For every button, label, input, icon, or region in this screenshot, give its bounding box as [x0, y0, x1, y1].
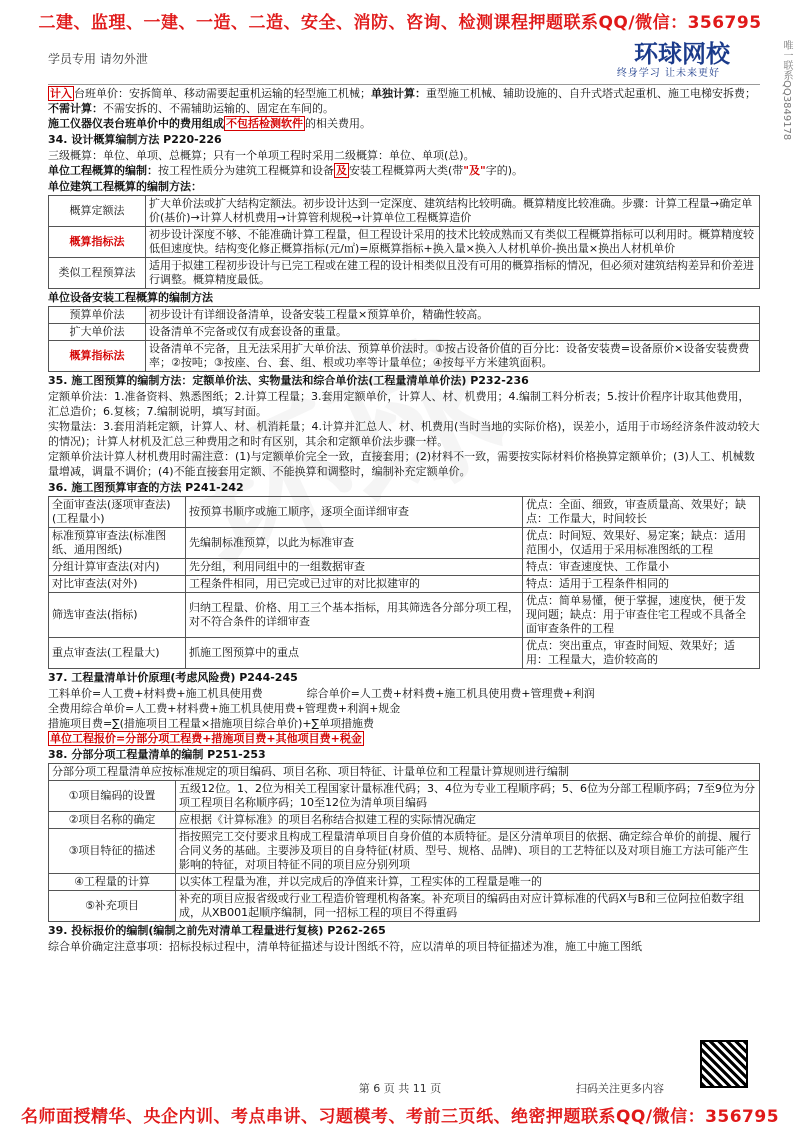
para-three-level: 三级概算：单位、单项、总概算；只有一个单项工程时采用二级概算：单位、单项(总)。: [48, 149, 475, 162]
equip-methods-table: [48, 306, 760, 372]
bottom-banner: 名师面授精华、央企内训、考点串讲、习题模考、考前三页纸、绝密押题联系QQ/微信：356795: [20, 1107, 780, 1127]
header-note: 学员专用 请勿外泄: [48, 52, 148, 66]
table-row: 对比审查法(对外) 工程条件相同，用已完或已过审的对比拟建审的 特点：适用于工程条件相同的: [49, 576, 760, 593]
table-row: 概算指标法 初步设计深度不够、不能准确计算工程量，但工程设计采用的技术比较成熟而又有类似工程概算指标可以利用时。概算精度较低但速度快。结构变化修正概算指标(元/㎡)=原概算指标+换入量×换入人材机单价-换出量×换出人材机单价: [49, 227, 760, 258]
qr-caption: 扫码关注更多内容: [576, 1082, 664, 1095]
hl-no-software: 不包括检测软件: [226, 117, 303, 130]
table-row: 重点审查法(工程量大) 抓施工图预算中的重点 优点：突出重点，审查时间短、效果好；适用：工程量大，造价较高的: [49, 638, 760, 669]
table-row: 扩大单价法 设备清单不完备或仅有成套设备的重量。: [49, 324, 760, 341]
page-header: [48, 40, 760, 85]
hl-included: 计入: [50, 87, 72, 100]
heading-34: 34. 设计概算编制方法 P220-226: [48, 133, 222, 146]
table-row: ②项目名称的确定 应根据《计算标准》的项目名称结合拟建工程的实际情况确定: [49, 812, 760, 829]
para-35-2: 实物量法：3.套用消耗定额，计算人、材、机消耗量；4.计算并汇总人、材、机费用(当时当地的实际价格)，误差小，适用于市场经济条件波动较大的情况)；计算人材机及汇总三种费用之和时有区别，其余和定额单价法步骤一样。: [48, 420, 760, 448]
table-row: 全面审查法(逐项审查法)(工程量小) 按预算书顺序或施工顺序，逐项全面详细审查 优点：全面、细致，审查质量高、效果好；缺点：工作量大，时间较长: [49, 497, 760, 528]
heading-36: 36. 施工图预算审查的方法 P241-242: [48, 481, 244, 494]
brand-logo: 环球网校: [634, 39, 730, 68]
side-contact-stamp: 唯一联系QQ3849178: [781, 40, 792, 141]
heading-build-methods: 单位建筑工程概算的编制方法：: [48, 180, 202, 193]
build-methods-table: [48, 195, 760, 289]
table-row: ③项目特征的描述 指按照完工交付要求且构成工程量清单项目自身价值的本质特征。是区分清单项目的依据、确定综合单价的前提、履行合同义务的基础。主要涉及项目的自身特征(材质、型号、规格、品牌)、项目的工艺特征以及对项目施工方法可能产生影响的特征，对项目特征不同的项目应分别列项: [49, 829, 760, 874]
para-37-1: 工料单价=人工费+材料费+施工机具使用费 综合单价=人工费+材料费+施工机具使用费+管理费+利润: [48, 687, 595, 700]
table-row: ①项目编码的设置 五级12位。1、2位为相关工程国家计量标准代码；3、4位为专业工程顺序码；5、6位为分部工程顺序码；7至9位为分项工程项目名称顺序码；10至12位为清单项目编码: [49, 781, 760, 812]
table-row: 分部分项工程量清单应按标准规定的项目编码、项目名称、项目特征、计量单位和工程量计算规则进行编制: [49, 764, 760, 781]
page-number: 第 6 页 共 11 页: [358, 1082, 442, 1095]
page-content: [48, 86, 760, 954]
table-row: 筛选审查法(指标) 归纳工程量、价格、用工三个基本指标，用其筛选各分部分项工程，对不符合条件的详细审查 优点：简单易懂，便于掌握，速度快，便于发现问题；缺点：用于审查住宅工程或不具备全面审查条件的工程: [49, 593, 760, 638]
para-35-1: 定额单价法：1.准备资料、熟悉图纸；2.计算工程量；3.套用定额单价，计算人、材、机费用；4.编制工料分析表；5.按计价程序计取其他费用，汇总造价；6.复核；7.编制说明，填写封面。: [48, 390, 750, 418]
table-row: 分组计算审查法(对内) 先分组，利用同组中的一组数据审查 特点：审查速度快、工作量小: [49, 559, 760, 576]
para-instrument: 施工仪器仪表台班单价中的费用组成 不包括检测软件 的相关费用。: [48, 117, 371, 130]
table-row: 类似工程预算法 适用于拟建工程初步设计与已完工程或在建工程的设计相类似且没有可用的概算指标的情况，但必须对建筑结构差异和价差进行调整。概算精度最低。: [49, 258, 760, 289]
para-machine-cost: 计入 台班单价：安拆简单、移动需要起重机运输的轻型施工机械；单独计算：重型施工机械、辅助设施的、自升式塔式起重机、施工电梯安拆费；不需计算：不需安拆的、不需辅助运输的、固定在车间的。: [48, 87, 756, 115]
heading-equip-methods: 单位设备安装工程概算的编制方法: [48, 291, 213, 304]
heading-39: 39. 投标报价的编制(编制之前先对清单工程量进行复核) P262-265: [48, 924, 386, 937]
table-row: 标准预算审查法(标准图纸、通用图纸) 先编制标准预算，以此为标准审查 优点：时间短、效果好、易定案；缺点：适用范围小，仅适用于采用标准图纸的工程: [49, 528, 760, 559]
para-39: 综合单价确定注意事项：招标投标过程中，清单特征描述与设计图纸不符，应以清单的项目特征描述为准，施工中施工图纸: [48, 940, 642, 953]
heading-38: 38. 分部分项工程量清单的编制 P251-253: [48, 748, 266, 761]
review-methods-table: [48, 496, 760, 669]
brand-slogan: 终身学习 让未来更好: [616, 68, 720, 79]
heading-37: 37. 工程量清单计价原理(考虑风险费) P244-245: [48, 671, 298, 684]
table-row: 概算定额法 扩大单价法或扩大结构定额法。初步设计达到一定深度、建筑结构比较明确。概算精度比较准确。步骤：计算工程量→确定单价(基价)→计算人材机费用→计算管利规税→计算单位工程概算造价: [49, 196, 760, 227]
table-row: 概算指标法 设备清单不完备，且无法采用扩大单价法、预算单价法时。①按占设备价值的百分比：设备安装费=设备原价×设备安装费费率；②按吨；③按座、台、套、组、根或功率等计量单位；④按每平方米建筑面积。: [49, 341, 760, 372]
para-37-2: 全费用综合单价=人工费+材料费+施工机具使用费+管理费+利润+规金: [48, 702, 401, 715]
list-rules-table: [48, 763, 760, 922]
para-unit-estimate: 单位工程概算的编制：按工程性质分为建筑工程概算和设备 及 安装工程概算两大类(带"及"字的)。: [48, 164, 524, 177]
top-banner: 二建、监理、一建、一造、二造、安全、消防、咨询、检测课程押题联系QQ/微信：356795: [38, 13, 762, 33]
para-35-3: 定额单价法计算人材机费用时需注意：(1)与定额单价完全一致，直接套用；(2)材料不一致，需要按实际材料价格换算定额单价；(3)人工、机械数量增减，调量不调价；(4)不能直接套用定额、不能换算和调整时，编制补充定额单价。: [48, 450, 755, 478]
heading-35: 35. 施工图预算的编制方法：定额单价法、实物量法和综合单价法(工程量清单单价法) P232-236: [48, 374, 529, 387]
para-37-3: 措施项目费=∑(措施项目工程量×措施项目综合单价)+∑单项措施费: [48, 717, 375, 730]
para-37-4: 单位工程报价=分部分项工程费+措施项目费+其他项目费+税金: [50, 732, 362, 745]
table-row: ⑤补充项目 补充的项目应报省级或行业工程造价管理机构备案。补充项目的编码由对应计算标准的代码X与B和三位阿拉伯数字组成，从XB001起顺序编制，同一招标工程的项目不得重码: [49, 891, 760, 922]
table-row: ④工程量的计算 以实体工程量为准，并以完成后的净值来计算，工程实体的工程量是唯一的: [49, 874, 760, 891]
table-row: 预算单价法 初步设计有详细设备清单，设备安装工程量×预算单价，精确性较高。: [49, 307, 760, 324]
